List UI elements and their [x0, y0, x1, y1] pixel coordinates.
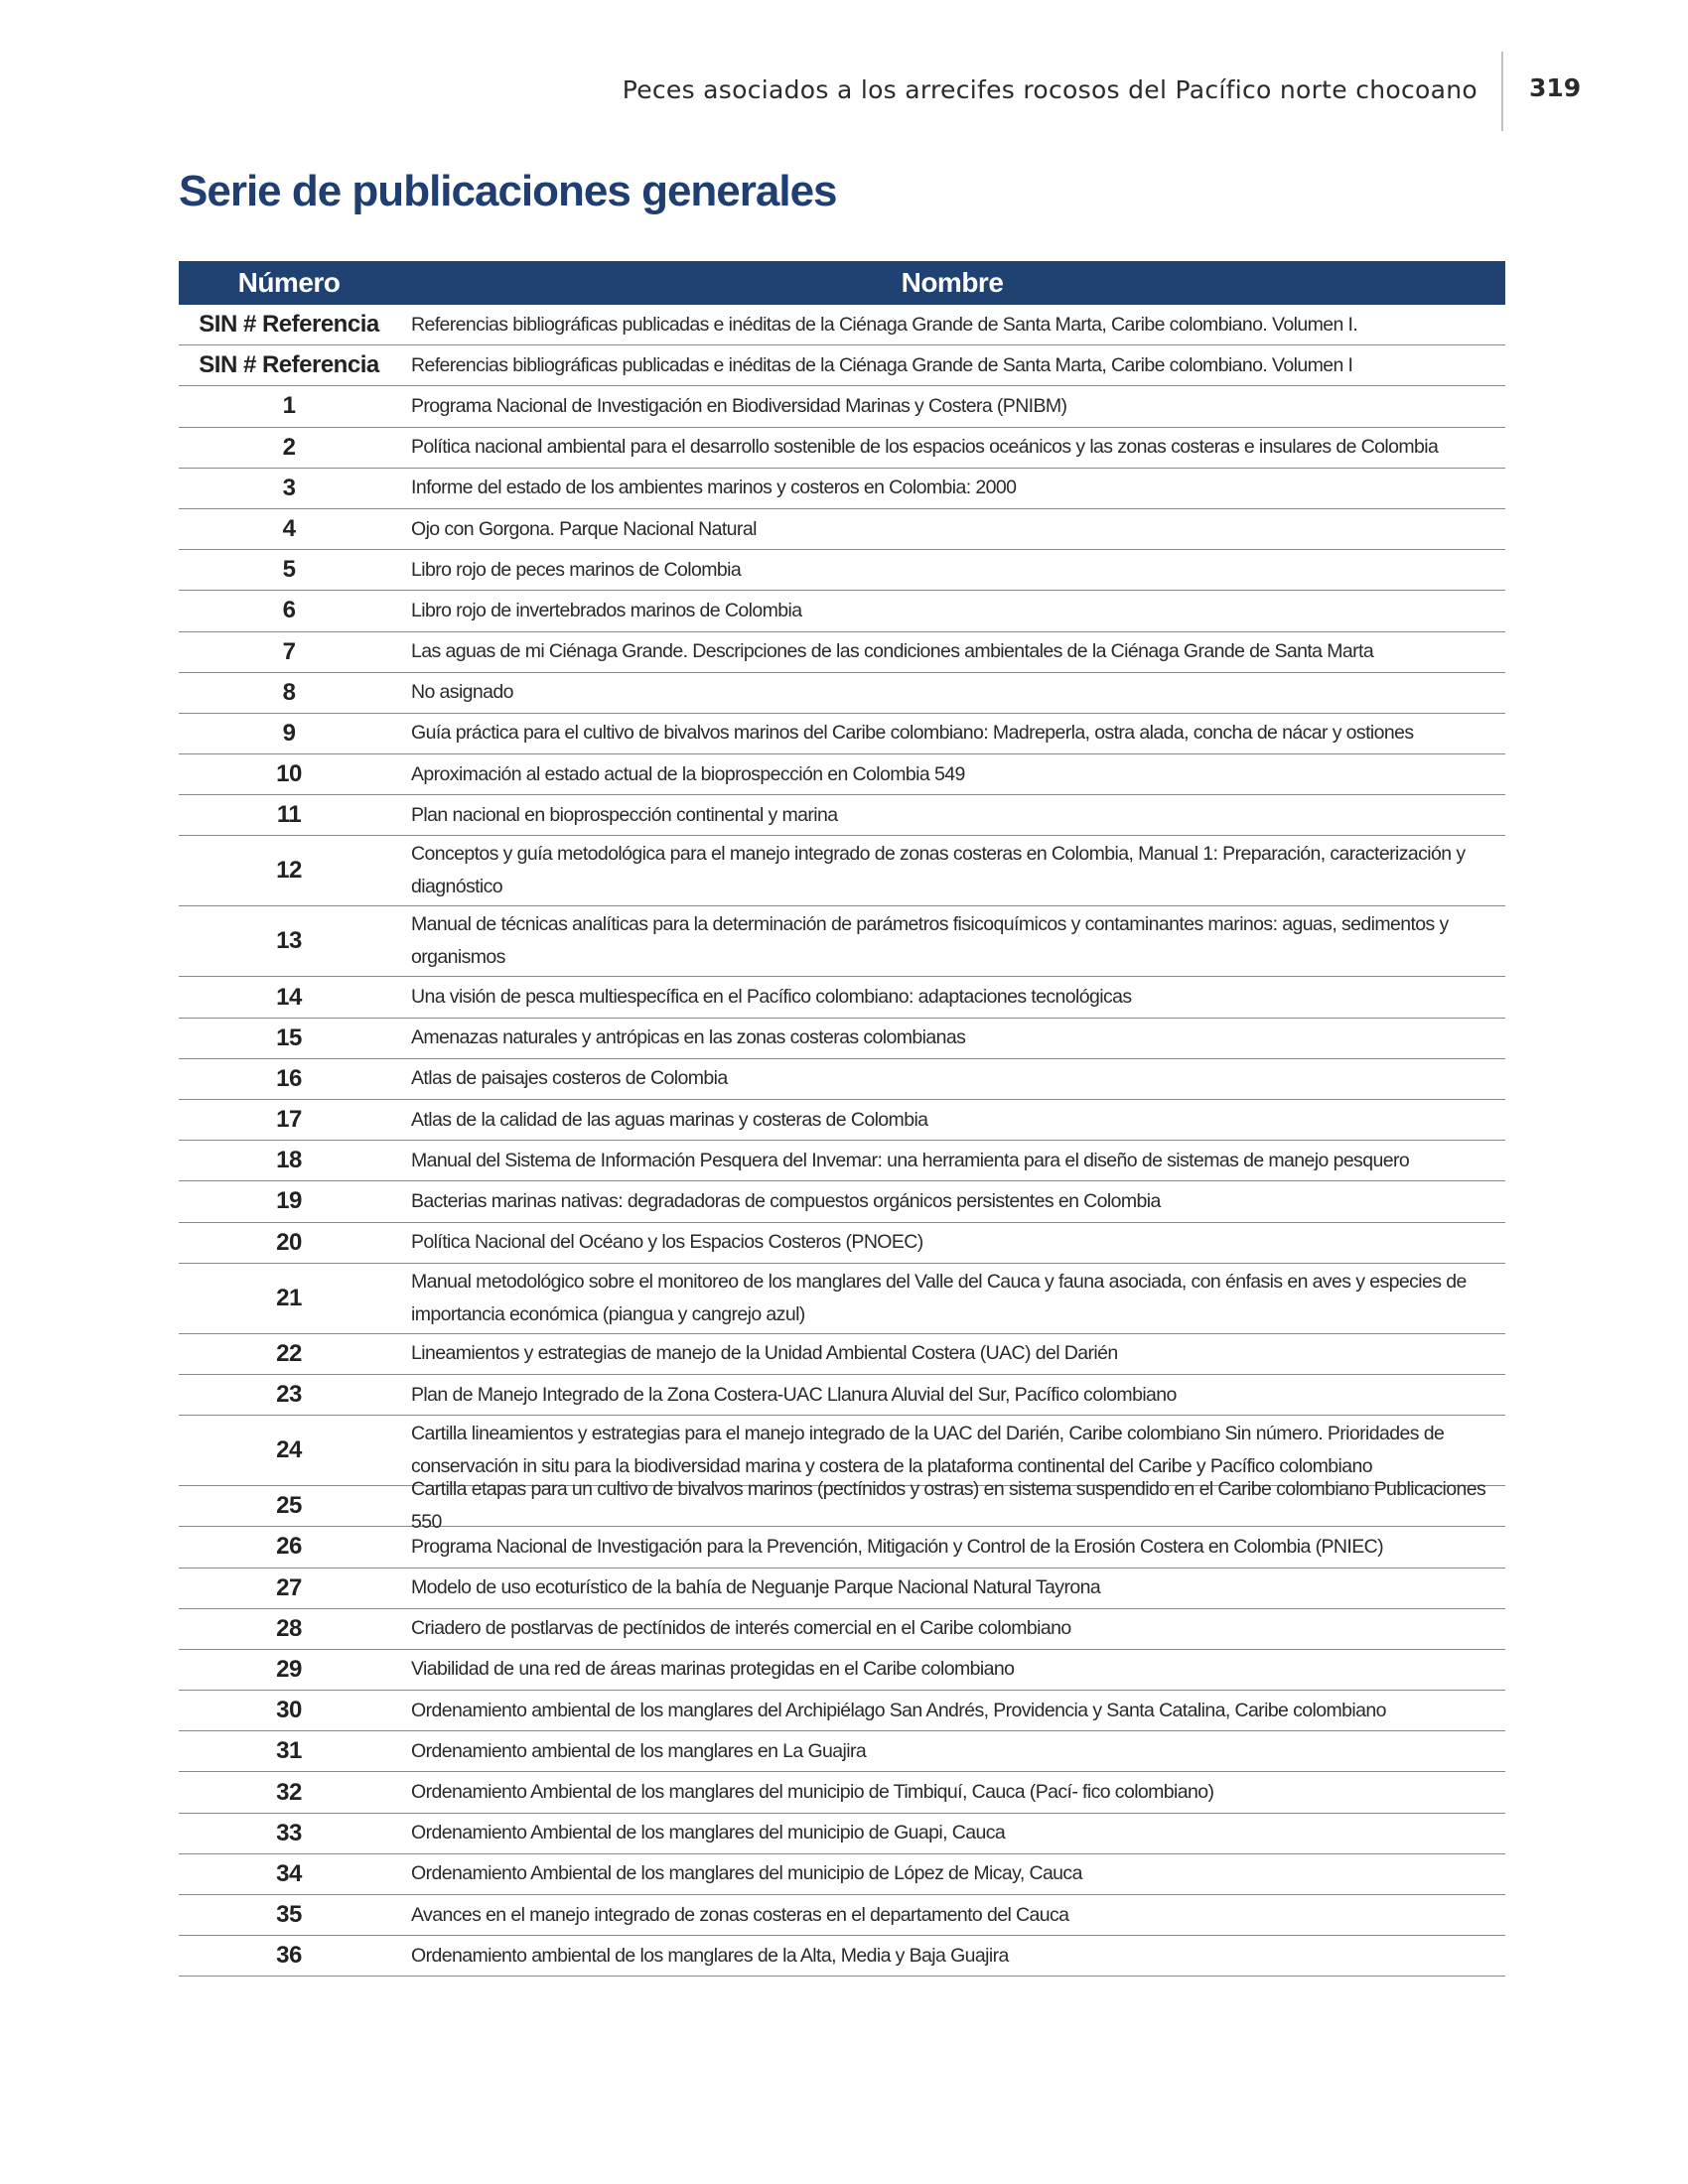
row-title: Ordenamiento Ambiental de los manglares del municipio de López de Micay, Cauca: [411, 1862, 1082, 1885]
section-title: Serie de publicaciones generales: [179, 167, 837, 215]
table-row: [179, 754, 1505, 795]
row-number: 24: [276, 1436, 302, 1464]
table-row: [179, 469, 1505, 509]
row-title: Manual de técnicas analíticas para la determinación de parámetros fisicoquímicos y contaminantes marinos: aguas, sedimentos y organismos: [411, 913, 1449, 969]
row-title: Política nacional ambiental para el desarrollo sostenible de los espacios oceánicos y las zonas costeras e insulares de Colombia: [411, 436, 1439, 459]
row-number: 19: [276, 1187, 302, 1215]
table-row: [179, 1609, 1505, 1650]
row-number: 30: [276, 1697, 302, 1724]
row-number: 11: [276, 801, 302, 829]
table-row: [179, 673, 1505, 714]
table-row: [179, 1264, 1505, 1334]
table-row: [179, 386, 1505, 427]
row-number: 25: [276, 1492, 302, 1520]
table-row: [179, 1059, 1505, 1100]
running-header: [0, 71, 1688, 131]
row-title: Atlas de la calidad de las aguas marinas y costeras de Colombia: [411, 1108, 928, 1131]
row-number: 3: [282, 474, 296, 501]
publications-table: [179, 261, 1505, 1977]
table-row: [179, 1854, 1505, 1895]
table-row: [179, 1691, 1505, 1731]
table-row: [179, 1731, 1505, 1772]
row-number: 14: [276, 983, 302, 1011]
row-title: Las aguas de mi Ciénaga Grande. Descripciones de las condiciones ambientales de la Ciénaga Grande de Santa Marta: [411, 640, 1374, 663]
row-number: 27: [276, 1573, 302, 1601]
table-row: [179, 1181, 1505, 1222]
row-title: Política Nacional del Océano y los Espacios Costeros (PNOEC): [411, 1231, 923, 1254]
row-number: 21: [276, 1284, 302, 1311]
row-number: 23: [276, 1381, 302, 1409]
table-row: [179, 591, 1505, 631]
row-title: Una visión de pesca multiespecífica en el Pacífico colombiano: adaptaciones tecnológicas: [411, 986, 1132, 1009]
table-row: [179, 1478, 1505, 1534]
row-number: 36: [276, 1942, 302, 1970]
table-row: [179, 1650, 1505, 1691]
row-number: 28: [276, 1614, 302, 1642]
row-number: 16: [276, 1064, 302, 1092]
table-row: [179, 1895, 1505, 1936]
row-title: Conceptos y guía metodológica para el manejo integrado de zonas costeras en Colombia, Manual 1: Preparación, caracterización y diagnóstico: [411, 843, 1466, 898]
row-number: 13: [276, 927, 302, 955]
table-row: [179, 1814, 1505, 1854]
row-number: 9: [282, 719, 296, 747]
header-divider: [1501, 52, 1503, 131]
row-title: Ojo con Gorgona. Parque Nacional Natural: [411, 517, 757, 540]
table-row: [179, 836, 1505, 906]
table-row: [179, 1223, 1505, 1264]
row-number: SIN # Referencia: [199, 351, 379, 379]
row-title: Aproximación al estado actual de la bioprospección en Colombia 549: [411, 762, 965, 785]
row-title: Amenazas naturales y antrópicas en las zonas costeras colombianas: [411, 1026, 966, 1049]
row-number: 35: [276, 1901, 302, 1929]
row-number: 33: [276, 1819, 302, 1846]
row-title: Ordenamiento ambiental de los manglares del Archipiélago San Andrés, Providencia y Santa Catalina, Caribe colombiano: [411, 1699, 1386, 1721]
row-title: Informe del estado de los ambientes marinos y costeros en Colombia: 2000: [411, 477, 1017, 499]
row-title: Referencias bibliográficas publicadas e inéditas de la Ciénaga Grande de Santa Marta, Caribe colombiano. Volumen I: [411, 353, 1353, 376]
table-row: [179, 1527, 1505, 1568]
table-row: [179, 1936, 1505, 1977]
table-row: [179, 550, 1505, 591]
row-title: Plan nacional en bioprospección continental y marina: [411, 803, 838, 826]
row-title: Guía práctica para el cultivo de bivalvos marinos del Caribe colombiano: Madreperla, ostra alada, concha de nácar y ostiones: [411, 722, 1414, 745]
row-title: Libro rojo de peces marinos de Colombia: [411, 558, 742, 581]
row-title: Ordenamiento Ambiental de los manglares del municipio de Guapi, Cauca: [411, 1822, 1006, 1844]
table-row: [179, 906, 1505, 977]
row-number: 22: [276, 1339, 302, 1367]
row-number: 18: [276, 1147, 302, 1174]
row-title: Ordenamiento ambiental de los manglares en La Guajira: [411, 1739, 867, 1762]
row-number: 31: [276, 1737, 302, 1765]
row-number: 2: [282, 433, 296, 461]
row-title: Plan de Manejo Integrado de la Zona Costera-UAC Llanura Aluvial del Sur, Pacífico colombiano: [411, 1383, 1177, 1406]
row-title: Atlas de paisajes costeros de Colombia: [411, 1067, 728, 1090]
row-number: 5: [282, 556, 296, 584]
table-row: [179, 977, 1505, 1018]
row-number: 29: [276, 1655, 302, 1683]
column-header-numero: Número: [237, 267, 341, 298]
row-number: 32: [276, 1778, 302, 1806]
row-title: Ordenamiento Ambiental de los manglares del municipio de Timbiquí, Cauca (Pací- fico colombiano): [411, 1781, 1214, 1804]
row-number: 26: [276, 1533, 302, 1561]
row-number: 4: [282, 515, 296, 543]
row-number: 17: [276, 1106, 302, 1134]
table-row: [179, 1772, 1505, 1813]
row-title: Programa Nacional de Investigación en Biodiversidad Marinas y Costera (PNIBM): [411, 394, 1067, 417]
table-row: [179, 714, 1505, 754]
table-row: [179, 1569, 1505, 1609]
running-title: Peces asociados a los arrecifes rocosos del Pacífico norte chocoano: [622, 75, 1477, 104]
table-row: [179, 509, 1505, 550]
row-title: Ordenamiento ambiental de los manglares de la Alta, Media y Baja Guajira: [411, 1944, 1009, 1967]
table-row: [179, 632, 1505, 673]
row-number: SIN # Referencia: [199, 311, 379, 339]
row-title: Referencias bibliográficas publicadas e inéditas de la Ciénaga Grande de Santa Marta, Caribe colombiano. Volumen I.: [411, 313, 1358, 336]
row-number: 7: [282, 637, 296, 665]
row-title: Manual del Sistema de Información Pesquera del Invemar: una herramienta para el diseño de sistemas de manejo pesquero: [411, 1149, 1410, 1171]
row-title: Viabilidad de una red de áreas marinas protegidas en el Caribe colombiano: [411, 1658, 1015, 1681]
table-row: [179, 1019, 1505, 1059]
column-header-nombre: Nombre: [901, 267, 1004, 298]
table-row: [179, 1334, 1505, 1375]
table-body: [179, 305, 1505, 1977]
row-number: 20: [276, 1228, 302, 1256]
row-title: Manual metodológico sobre el monitoreo de los manglares del Valle del Cauca y fauna asociada, con énfasis en aves y especies de importancia económica (piangua y cangrejo azul): [411, 1270, 1467, 1325]
table-row: [179, 795, 1505, 836]
row-title: Bacterias marinas nativas: degradadoras de compuestos orgánicos persistentes en Colombia: [411, 1189, 1161, 1212]
table-row: [179, 428, 1505, 469]
row-number: 8: [282, 678, 296, 706]
row-title: No asignado: [411, 681, 513, 704]
row-number: 6: [282, 597, 296, 624]
row-number: 12: [276, 857, 302, 885]
table-row: [179, 1375, 1505, 1416]
row-title: Criadero de postlarvas de pectínidos de interés comercial en el Caribe colombiano: [411, 1617, 1071, 1640]
table-header: [179, 261, 1505, 305]
row-title: Modelo de uso ecoturístico de la bahía de Neguanje Parque Nacional Natural Tayrona: [411, 1576, 1101, 1599]
table-row: [179, 345, 1505, 386]
row-title: Lineamientos y estrategias de manejo de la Unidad Ambiental Costera (UAC) del Darién: [411, 1342, 1118, 1365]
row-title: Libro rojo de invertebrados marinos de Colombia: [411, 599, 802, 621]
row-number: 10: [276, 760, 302, 788]
table-row: [179, 1141, 1505, 1181]
row-number: 34: [276, 1859, 302, 1887]
row-title: Programa Nacional de Investigación para la Prevención, Mitigación y Control de la Erosión Costera en Colombia (PNIEC): [411, 1535, 1383, 1558]
row-title: Cartilla etapas para un cultivo de bivalvos marinos (pectínidos y ostras) en sistema suspendido en el Caribe colombiano Publicaciones 550: [411, 1478, 1486, 1534]
row-number: 15: [276, 1024, 302, 1051]
row-title: Cartilla lineamientos y estrategias para el manejo integrado de la UAC del Darién, Caribe colombiano Sin número. Prioridades de conservación in situ para la biodiversidad marina y costera de la plataforma continental del Caribe y Pacífico colombiano: [411, 1423, 1445, 1478]
table-row: [179, 1100, 1505, 1141]
table-row: [179, 305, 1505, 345]
row-title: Avances en el manejo integrado de zonas costeras en el departamento del Cauca: [411, 1903, 1069, 1926]
row-number: 1: [282, 392, 296, 420]
page-number: 319: [1529, 73, 1582, 102]
